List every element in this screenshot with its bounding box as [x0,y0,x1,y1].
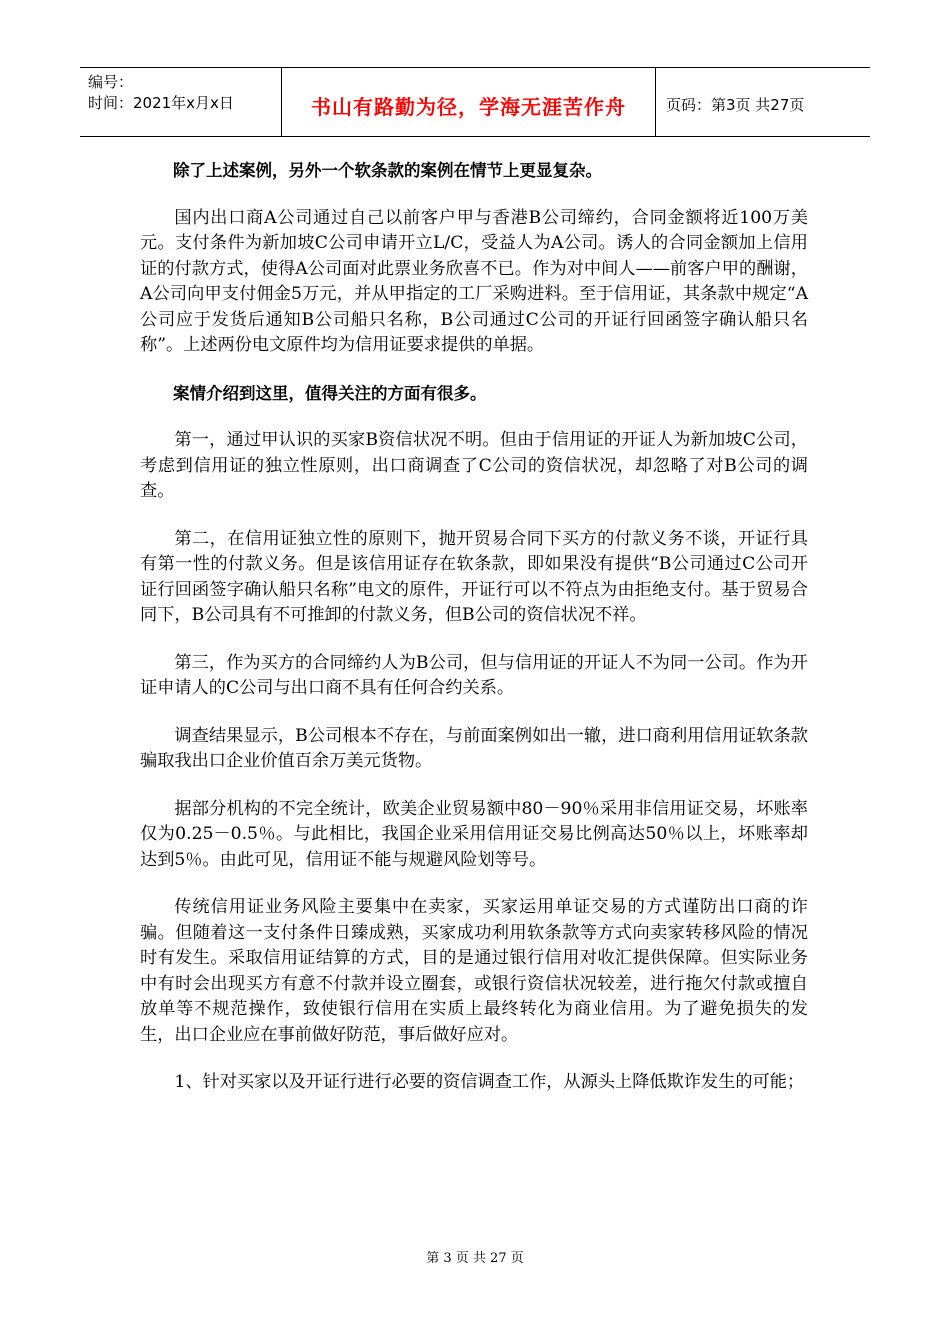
body-paragraph: 第一，通过甲认识的买家B资信状况不明。但由于信用证的开证人为新加坡C公司，考虑到信用证的独立性原则，出口商调查了C公司的资信状况，却忽略了对B公司的调查。 [140,430,808,501]
header-page-info: 页码：第3页 共27页 [666,95,805,114]
section-heading: 案情介绍到这里，值得关注的方面有很多。 [173,383,487,403]
paragraph-gap [140,184,808,206]
body-paragraph: 据部分机构的不完全统计，欧美企业贸易额中80－90％采用非信用证交易，坏账率仅为0.25－0.5％。与此相比，我国企业采用信用证交易比例高达50％以上，坏账率却达到5％。由此可见，信用证不能与规避风险划等号。 [140,798,808,870]
body-paragraph: 调查结果显示，B公司根本不存在，与前面案例如出一辙，进口商利用信用证软条款骗取我出口企业价值百余万美元货物。 [140,725,808,771]
paragraph-gap [140,629,808,651]
paragraph-gap [140,359,808,381]
paragraph-gap [140,775,808,797]
document-number-label: 编号： [88,73,134,91]
section-heading: 除了上述案例，另外一个软条款的案例在情节上更显复杂。 [173,161,602,180]
document-body [140,158,808,1096]
body-paragraph: 第三，作为买方的合同缔约人为B公司，但与信用证的开证人不为同一公司。作为开证申请人的C公司与出口商不具有任何合约关系。 [140,652,808,698]
body-paragraph: 传统信用证业务风险主要集中在卖家，买家运用单证交易的方式谨防出口商的诈骗。但随着这一支付条件日臻成熟，买家成功利用软条款等方式向卖家转移风险的情况时有发生。采取信用证结算的方式，目的是通过银行信用对收汇提供保障。但实际业务中有时会出现买方有意不付款并设立圈套，或银行资信状况较差，进行拖欠付款或擅自放单等不规范操作，致使银行信用在实质上最终转化为商业信用。为了避免损失的发生，出口企业应在事前做好防范，事后做好应对。 [140,897,808,1045]
body-paragraph: 第二，在信用证独立性的原则下，抛开贸易合同下买方的付款义务不谈，开证行具有第一性的付款义务。但是该信用证存在软条款，即如果没有提供“B公司通过C公司开证行回函签字确认船只名称”电文的原件，开证行可以不符点为由拒绝支付。基于贸易合同下，B公司具有不可推卸的付款义务，但B公司的资信状况不祥。 [140,528,808,625]
paragraph-gap [140,702,808,724]
paragraph-gap [140,1048,808,1070]
document-time-label: 时间：2021年x月x日 [88,94,234,112]
paragraph-gap [140,873,808,895]
body-paragraph: 国内出口商A公司通过自己以前客户甲与香港B公司缔约，合同金额将近100万美元。支付条件为新加坡C公司申请开立L/C，受益人为A公司。诱人的合同金额加上信用证的付款方式，使得A公司面对此票业务欣喜不已。作为对中间人——前客户甲的酬谢，A公司向甲支付佣金5万元，并从甲指定的工厂采购进料。至于信用证，其条款中规定“A公司应于发货后通知B公司船只名称，B公司通过C公司的开证行回函签字确认船只名称”。上述两份电文原件均为信用证要求提供的单据。 [140,207,808,355]
page-footer: 第 3 页 共 27 页 [426,1251,524,1266]
header-meta-cell [80,68,282,136]
paragraph-gap [140,406,808,428]
header-table [80,67,870,137]
paragraph-gap [140,505,808,527]
body-paragraph: 1、针对买家以及开证行进行必要的资信调查工作，从源头上降低欺诈发生的可能； [174,1072,805,1092]
header-motto: 书山有路勤为径，学海无涯苦作舟 [282,68,656,136]
